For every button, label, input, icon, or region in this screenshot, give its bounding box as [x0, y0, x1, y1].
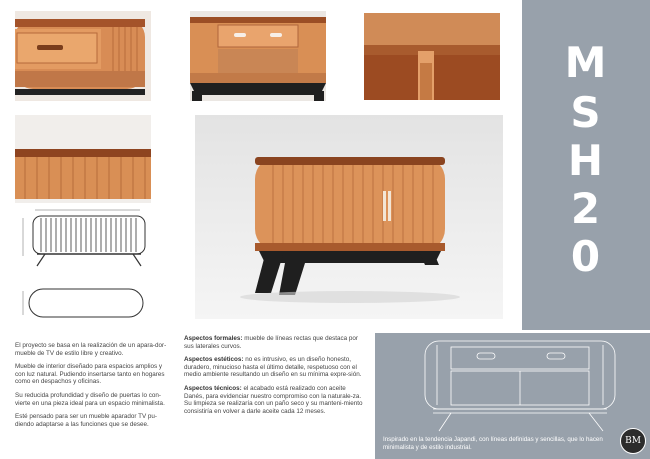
paragraph-esteticos [184, 356, 364, 379]
photo-drawer-detail [15, 11, 151, 101]
photo-main-sideboard [195, 115, 503, 319]
paragraph: Mueble de interior diseñado para espacios amplios y con luz natural. Pudiendo insertarse tanto en hogares como en despachos y oficinas. [15, 363, 165, 386]
description-left-column [15, 342, 173, 434]
title-letter: 0 [570, 232, 602, 281]
photo-joint-detail [364, 13, 500, 100]
photo-side-profile [15, 115, 151, 203]
photo-open-cabinet [190, 11, 326, 101]
body-tecnicos: el acabado está realizado con aceite Danés, para evidenciar nuestro compromiso con la naturale-za. [184, 384, 362, 400]
title-letter: S [570, 88, 602, 137]
paragraph: El proyecto se basa en la realización de un apara-dor-mueble de TV de estilo libre y creativo. [15, 342, 167, 357]
paragraph: Su reducida profundidad y diseño de puertas lo con-vierte en una pieza ideal para un espacio minimalista. [15, 391, 165, 407]
title-panel [522, 0, 650, 330]
paragraph: Esté pensado para ser un mueble aparador TV pu-diendo adaptarse a las funciones que se desee. [15, 413, 158, 428]
paragraph-tecnicos [184, 385, 364, 400]
drawing-top-plan [15, 285, 151, 321]
title-letter: H [567, 136, 605, 185]
drawing-front-elevation [15, 206, 151, 268]
body-esteticos: no es intrusivo, es un diseño honesto, duradero, minucioso hasta el último detalle, respetuoso con el medio ambiente resultando un diseño en su mínima expre-sión. [184, 356, 362, 379]
title-letter: M [564, 38, 608, 87]
body-formales: mueble de líneas rectas que destaca por sus laterales curvos. [184, 335, 358, 350]
heading-formales: Aspectos formales: [184, 335, 243, 342]
description-middle-column [184, 335, 364, 421]
inspiration-caption: Inspirado en la tendencia Japandi, con líneas definidas y sencillas, que lo hacen minimalista y de estilo industrial. [383, 436, 603, 451]
brand-logo: BM [620, 428, 646, 454]
heading-tecnicos: Aspectos técnicos: [184, 384, 242, 392]
paragraph-limpieza: Su limpieza se realizaría con un paño seco y su manteni-miento consistiría en volver a darle aceite cada 12 meses. [184, 400, 363, 415]
paragraph-formales [184, 335, 364, 350]
heading-esteticos: Aspectos estéticos: [184, 356, 244, 364]
title-letter: 2 [570, 184, 602, 233]
